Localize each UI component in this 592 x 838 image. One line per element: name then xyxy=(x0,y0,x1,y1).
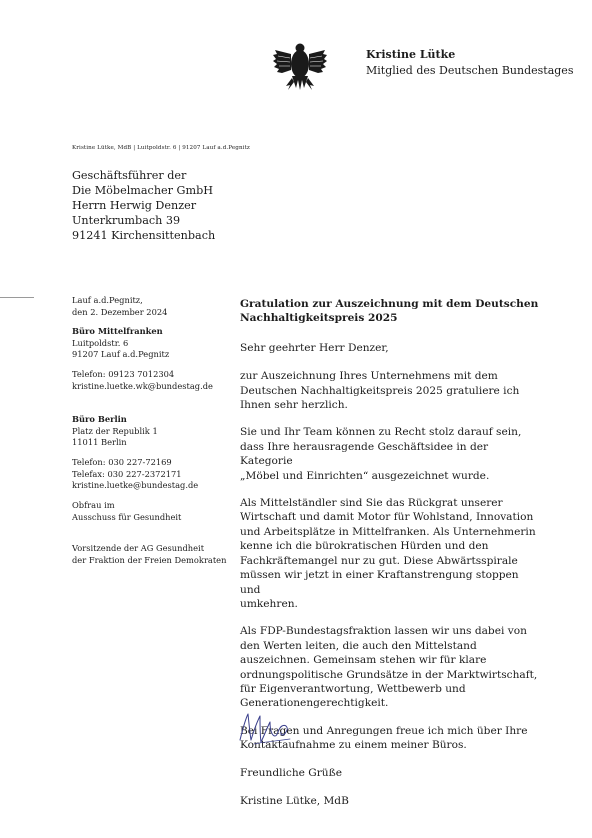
fold-mark xyxy=(0,297,34,298)
sidebar-contact-berlin xyxy=(72,457,247,492)
paragraph-4: Als FDP-Bundestagsfraktion lassen wir uns dabei von den Werten leiten, die auch den Mittelstand auszeichnen. Gemeinsam stehen wir für klare ordnungspolitische Grundsätze in der Marktwirtschaft, für Eigenverantwortung, Wettbewerb und Generationengerechtigkeit. xyxy=(240,625,538,710)
office-street: Luitpoldstr. 6 xyxy=(72,337,129,348)
office-street: Platz der Republik 1 xyxy=(72,425,158,436)
subject-line: Gratulation zur Auszeichnung mit dem Deutschen xyxy=(240,298,539,310)
sidebar-contact-mittelfranken xyxy=(72,369,247,392)
salutation: Sehr geehrter Herr Denzer, xyxy=(240,341,389,354)
sidebar-office-berlin xyxy=(72,414,247,449)
office-title: Büro Mittelfranken xyxy=(72,326,163,336)
office-phone: Telefon: 09123 7012304 xyxy=(72,369,175,379)
sidebar-committee xyxy=(72,500,247,523)
paragraph-2: Sie und Ihr Team können zu Recht stolz darauf sein, dass Ihre herausragende Geschäftsidee in der Kategorie „Möbel und Einrichten“ ausgezeichnet wurde. xyxy=(240,426,522,482)
letter-subject xyxy=(240,297,540,326)
closing: Freundliche Grüße xyxy=(240,766,342,779)
paragraph-5: Bei Fragen und Anregungen freue ich mich über Ihre Kontaktaufnahme zu einem meiner Büros. xyxy=(240,724,528,752)
sidebar-office-mittelfranken xyxy=(72,326,247,361)
federal-eagle-icon xyxy=(272,40,328,92)
sidebar-working-group xyxy=(72,543,247,566)
role-line: Vorsitzende der AG Gesundheit xyxy=(72,543,205,553)
office-city: 11011 Berlin xyxy=(72,437,127,447)
office-email[interactable]: kristine.luetke@bundestag.de xyxy=(72,480,199,490)
recipient-address xyxy=(72,168,215,243)
handwritten-signature xyxy=(234,706,304,748)
date: den 2. Dezember 2024 xyxy=(72,306,168,317)
role-line: der Fraktion der Freien Demokraten xyxy=(72,554,227,565)
role-line: Obfrau im xyxy=(72,500,115,510)
recipient-line: Geschäftsführer der xyxy=(72,169,187,182)
recipient-line: Die Möbelmacher GmbH xyxy=(72,184,214,197)
subject-line: Nachhaltigkeitspreis 2025 xyxy=(240,312,398,325)
paragraph-3: Als Mittelständler sind Sie das Rückgrat unserer Wirtschaft und damit Motor für Wohlstand, Innovation und Arbeitsplätze in Mittelfranken. Als Unternehmerin kenne ich die bürokratischen Hürden und den Fachkräftemangel nur zu gut. Diese Abwärtsspirale müssen wir jetzt in einer Kraftanstrengung stoppen und umkehren. xyxy=(240,497,536,610)
office-email[interactable]: kristine.luetke.wk@bundestag.de xyxy=(72,380,213,391)
office-title: Büro Berlin xyxy=(72,414,127,424)
letterhead-role: Mitglied des Deutschen Bundestages xyxy=(366,64,574,77)
signature-name: Kristine Lütke, MdB xyxy=(240,794,349,807)
recipient-line: Unterkrumbach 39 xyxy=(72,214,181,227)
office-city: 91207 Lauf a.d.Pegnitz xyxy=(72,349,170,359)
letterhead-name: Kristine Lütke xyxy=(366,48,456,61)
place: Lauf a.d.Pegnitz, xyxy=(72,295,143,305)
sidebar-date-block xyxy=(72,295,247,318)
sender-return-line: Kristine Lütke, MdB | Luitpoldstr. 6 | 91207 Lauf a.d.Pegnitz xyxy=(72,145,250,151)
role-line: Ausschuss für Gesundheit xyxy=(72,511,182,522)
office-fax: Telefax: 030 227-2372171 xyxy=(72,468,182,479)
recipient-line: 91241 Kirchensittenbach xyxy=(72,229,216,242)
office-phone: Telefon: 030 227-72169 xyxy=(72,457,172,467)
paragraph-1: zur Auszeichnung Ihres Unternehmens mit dem Deutschen Nachhaltigkeitspreis 2025 gratuliere ich Ihnen sehr herzlich. xyxy=(240,370,520,412)
recipient-line: Herrn Herwig Denzer xyxy=(72,199,197,212)
